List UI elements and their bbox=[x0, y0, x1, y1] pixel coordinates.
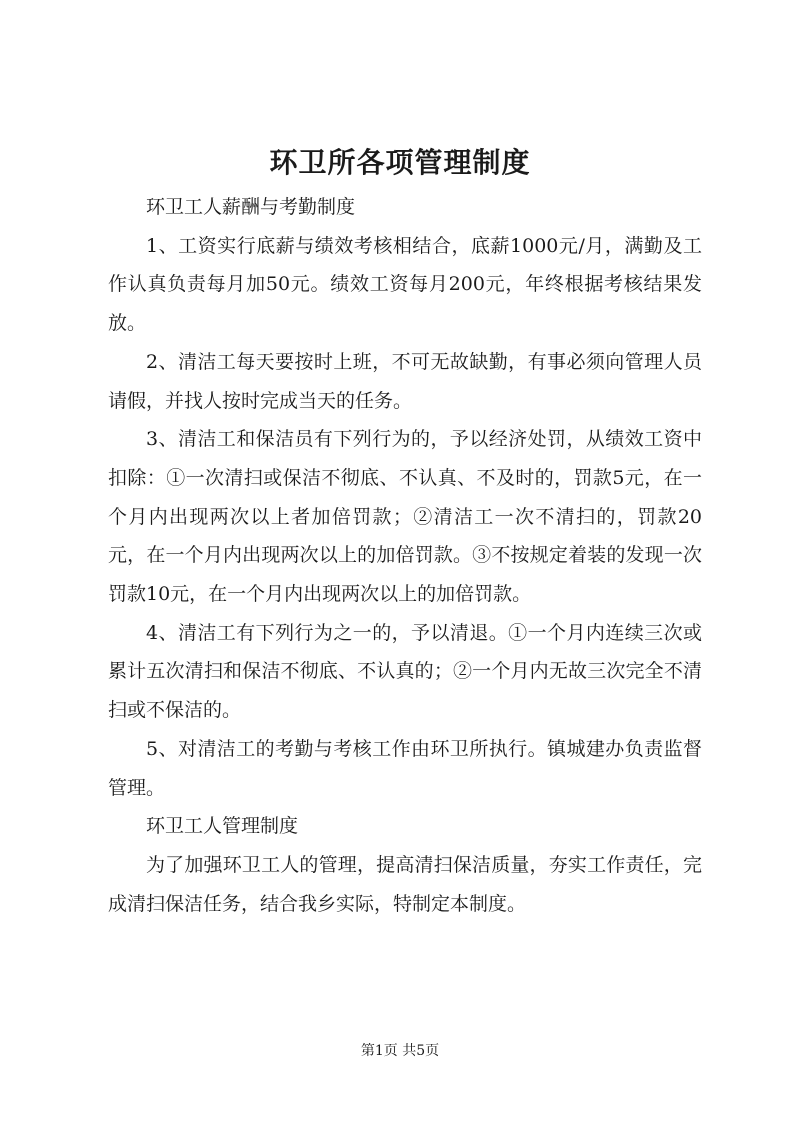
document-body bbox=[108, 188, 702, 923]
paragraph-intro: 为了加强环卫工人的管理，提高清扫保洁质量，夯实工作责任，完成清扫保洁任务，结合我乡实际，特制定本制度。 bbox=[108, 853, 702, 915]
section-heading-worker-management: 环卫工人管理制度 bbox=[146, 815, 299, 838]
paragraph-item-2: 2、清洁工每天要按时上班，不可无故缺勤，有事必须向管理人员请假，并找人按时完成当天的任务。 bbox=[108, 350, 702, 412]
section-heading-salary-attendance: 环卫工人薪酬与考勤制度 bbox=[146, 196, 356, 218]
document-title: 环卫所各项管理制度 bbox=[269, 146, 531, 179]
page-number-footer: 第1页 共5页 bbox=[360, 1043, 440, 1059]
paragraph-item-3: 3、清洁工和保洁员有下列行为的，予以经济处罚，从绩效工资中扣除：①一次清扫或保洁不彻底、不认真、不及时的，罚款5元，在一个月内出现两次以上者加倍罚款；②清洁工一次不清扫的，罚款20元，在一个月内出现两次以上的加倍罚款。③不按规定着装的发现一次罚款10元，在一个月内出现两次以上的加倍罚款。 bbox=[108, 428, 702, 606]
paragraph-item-5: 5、对清洁工的考勤与考核工作由环卫所执行。镇城建办负责监督管理。 bbox=[108, 737, 702, 799]
paragraph-item-4: 4、清洁工有下列行为之一的，予以清退。①一个月内连续三次或累计五次清扫和保洁不彻底、不认真的；②一个月内无故三次完全不清扫或不保洁的。 bbox=[108, 621, 702, 722]
paragraph-item-1: 1、工资实行底薪与绩效考核相结合，底薪1000元/月，满勤及工作认真负责每月加50元。绩效工资每月200元，年终根据考核结果发放。 bbox=[108, 234, 702, 335]
